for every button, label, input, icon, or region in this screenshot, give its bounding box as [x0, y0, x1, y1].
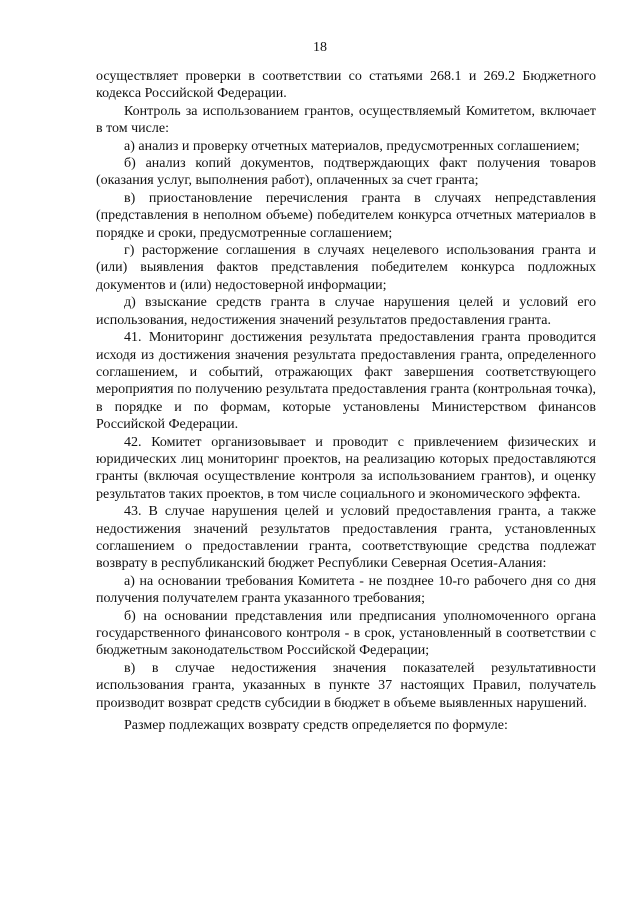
list-item: а) анализ и проверку отчетных материалов, предусмотренных соглашением;	[124, 138, 580, 154]
list-item: в) приостановление перечисления гранта в случаях непредставления (представления в неполном объеме) победителем конкурса отчетных материалов в порядке и сроки, предусмотренные соглашением;	[96, 190, 596, 241]
list-item: б) на основании представления или предписания уполномоченного органа государственного финансового контроля - в срок, установленный в соответствии с бюджетным законодательством Российской Федерации;	[96, 608, 596, 659]
list-item: б) анализ копий документов, подтверждающих факт получения товаров (оказания услуг, выполнения работ), оплаченных за счет гранта;	[96, 156, 596, 189]
numbered-paragraph: 42. Комитет организовывает и проводит с привлечением физических и юридических лиц мониторинг проектов, на реализацию которых предоставляются гранты (включая осуществление контроля за использованием грантов), и оценку результатов таких проектов, в том числе социального и экономического эффекта.	[96, 434, 596, 502]
document-body	[96, 68, 596, 734]
page-number: 18	[313, 40, 327, 55]
paragraph: Размер подлежащих возврату средств определяется по формуле:	[124, 718, 508, 734]
list-item: а) на основании требования Комитета - не позднее 10-го рабочего дня со дня получения получателем гранта указанного требования;	[96, 573, 596, 607]
paragraph: осуществляет проверки в соответствии со статьями 268.1 и 269.2 Бюджетного кодекса Российской Федерации.	[96, 69, 596, 102]
numbered-paragraph: 41. Мониторинг достижения результата предоставления гранта проводится исходя из достижения значения результата предоставления гранта, определенного соглашением, и событий, отражающих факт завершения соответствующего мероприятия по получению результата предоставления гранта (контрольная точка), в порядке и по формам, которые установлены Министерством финансов Российской Федерации.	[96, 330, 596, 433]
numbered-paragraph: 43. В случае нарушения целей и условий предоставления гранта, а также недостижения значений результатов предоставления гранта, установленных соглашением о предоставлении гранта, соответствующие средства подлежат возврату в республиканский бюджет Республики Северная Осетия-Алания:	[96, 504, 596, 572]
paragraph: Контроль за использованием грантов, осуществляемый Комитетом, включает в том числе:	[96, 103, 596, 137]
list-item: г) расторжение соглашения в случаях нецелевого использования гранта и (или) выявления фактов представления победителем конкурса подложных документов и (или) недостоверной информации;	[96, 243, 596, 293]
list-item: д) взыскание средств гранта в случае нарушения целей и условий его использования, недостижения значений результатов предоставления гранта.	[96, 295, 596, 328]
list-item: в) в случае недостижения значения показателей результативности использования гранта, указанных в пункте 37 настоящих Правил, получатель производит возврат средств субсидии в бюджет в объеме выявленных нарушений.	[96, 660, 596, 711]
